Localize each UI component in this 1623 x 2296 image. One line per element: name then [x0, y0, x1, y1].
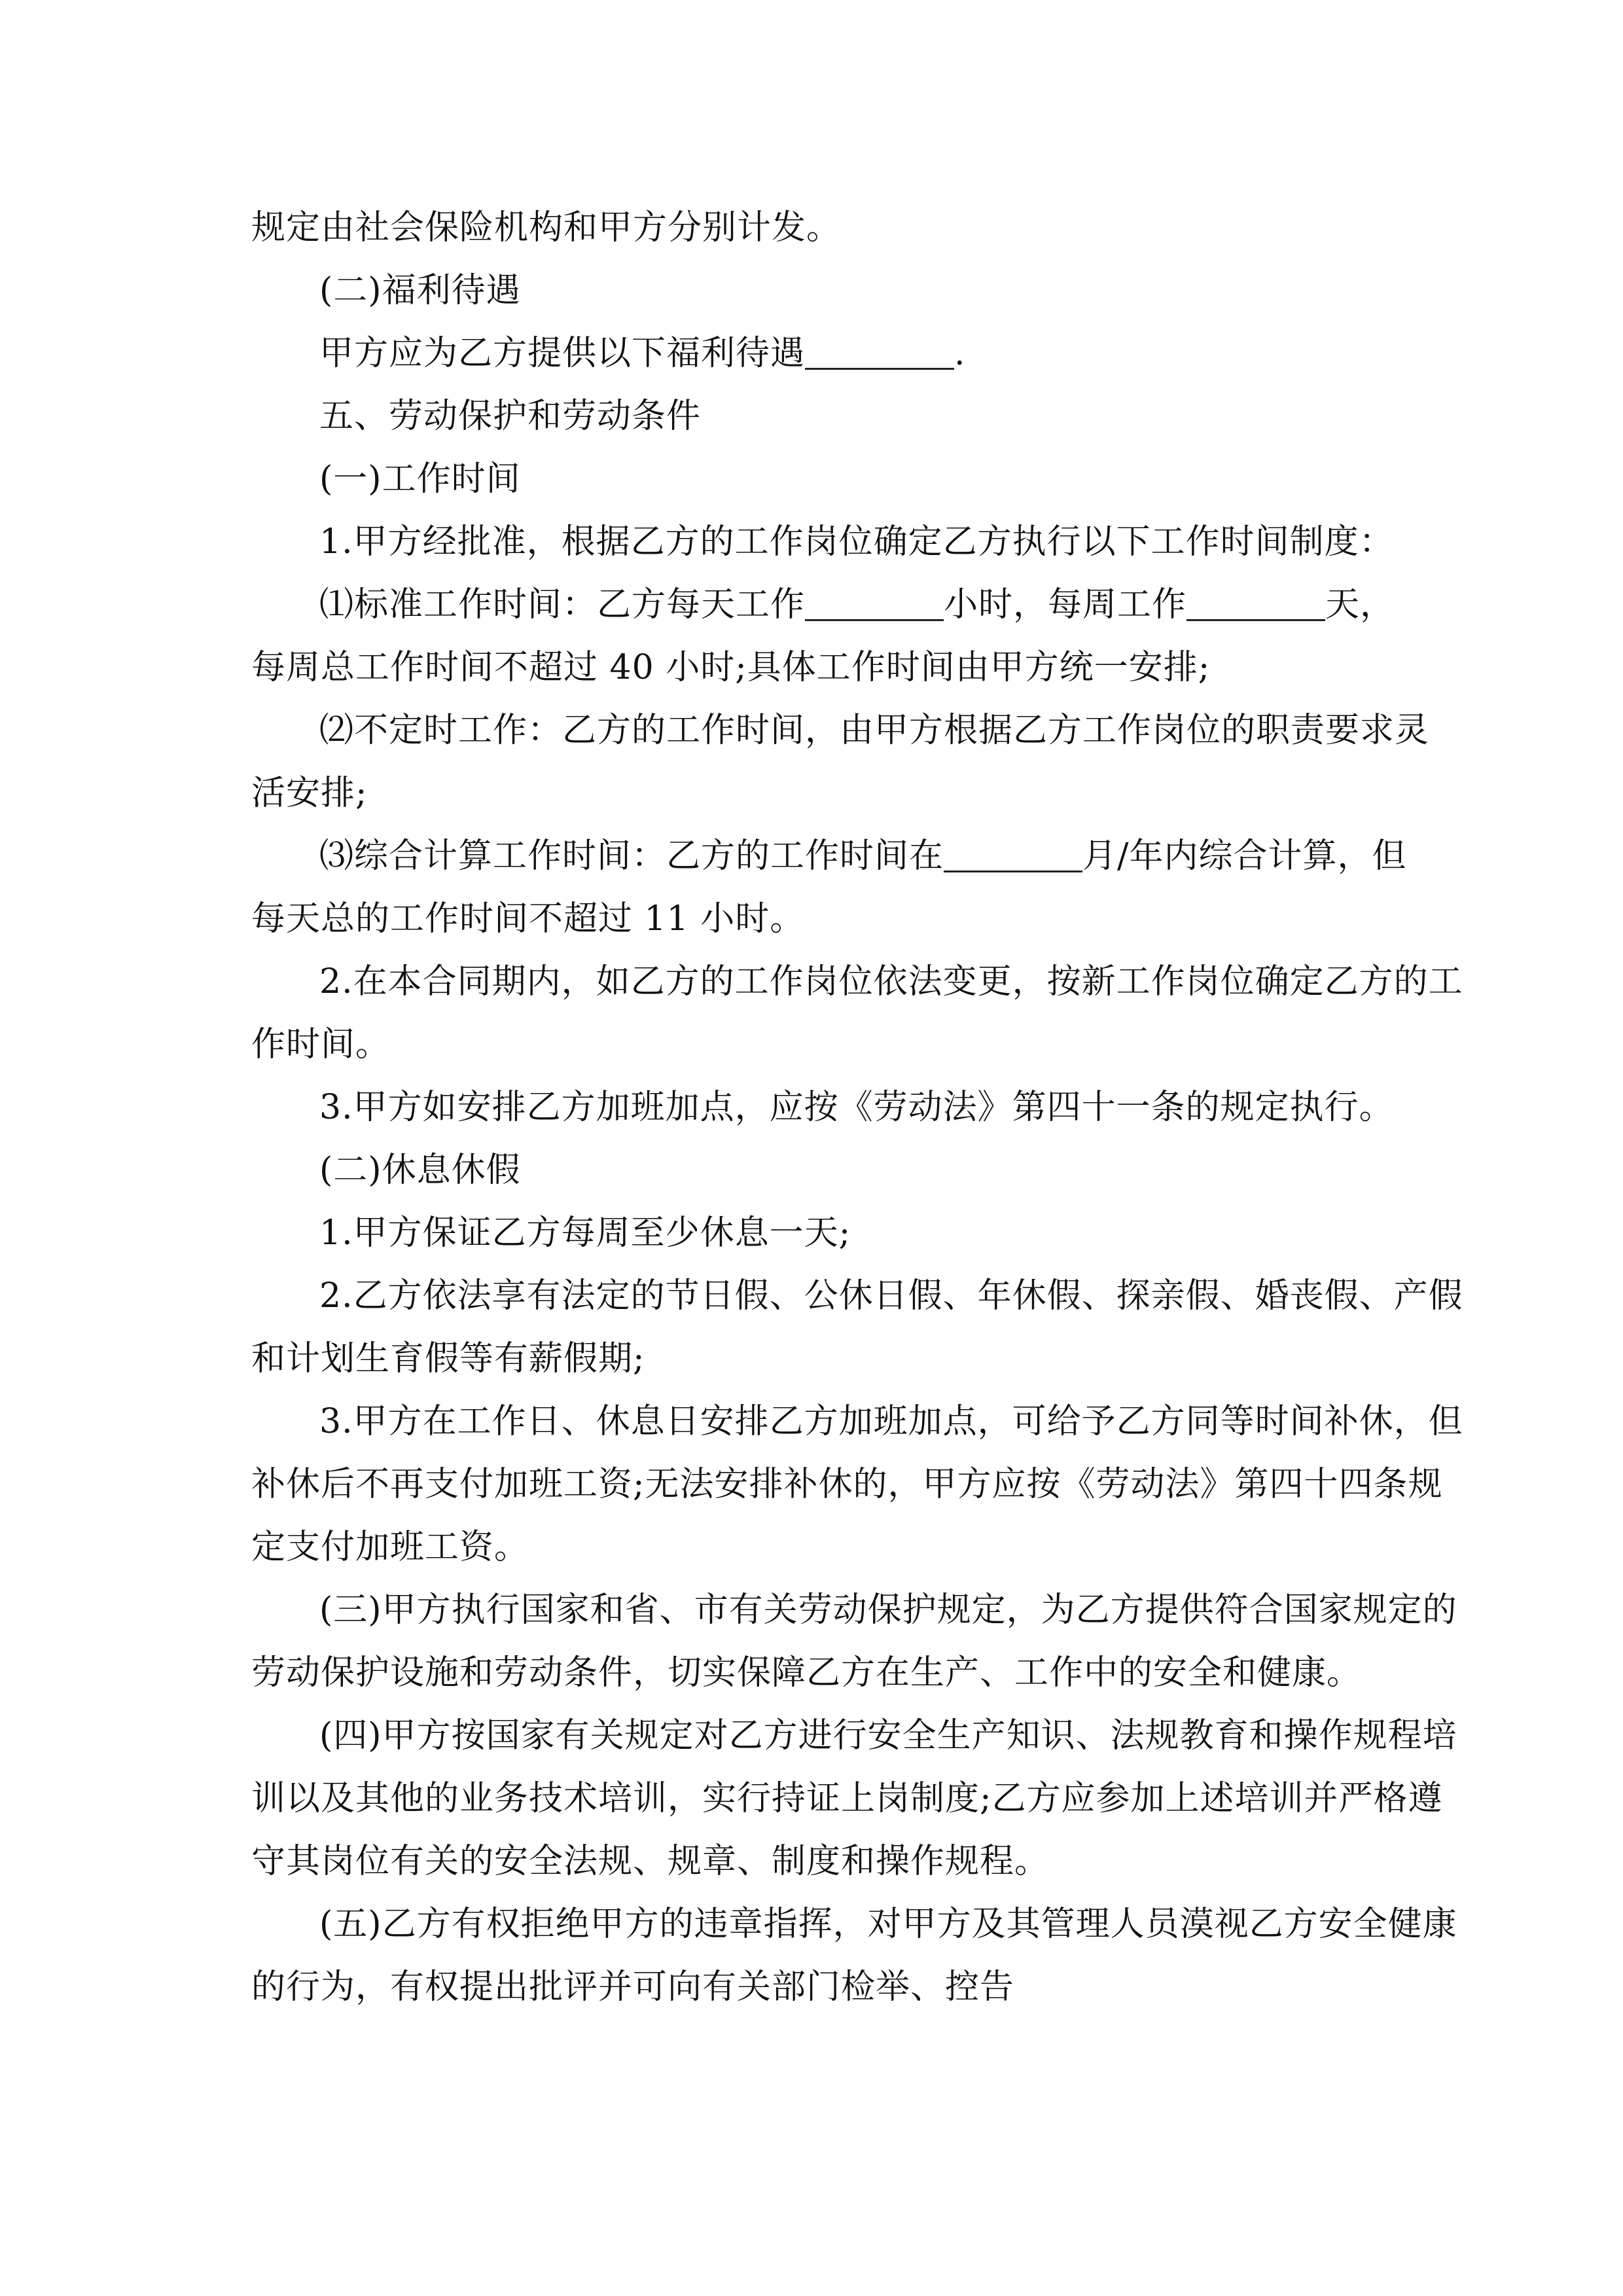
paragraph-line: ⑵不定时工作：乙方的工作时间，由甲方根据乙方工作岗位的职责要求灵	[319, 711, 1430, 750]
paragraph-line: 3.甲方在工作日、休息日安排乙方加班加点，可给予乙方同等时间补休，但	[319, 1402, 1463, 1441]
fill-in-blank[interactable]	[805, 334, 954, 370]
paragraph-line: 1.甲方保证乙方每周至少休息一天;	[319, 1213, 851, 1253]
fill-in-blank[interactable]	[1186, 585, 1325, 621]
document-body	[251, 196, 1463, 2018]
fill-in-blank[interactable]	[944, 836, 1082, 872]
paragraph-line: 2.在本合同期内，如乙方的工作岗位依法变更，按新工作岗位确定乙方的工	[319, 962, 1463, 1001]
section-heading: (二)休息休假	[319, 1151, 521, 1190]
fill-in-blank[interactable]	[805, 585, 944, 621]
paragraph-line: (三)甲方执行国家和省、市有关劳动保护规定，为乙方提供符合国家规定的	[319, 1590, 1457, 1630]
paragraph-line: 甲方应为乙方提供以下福利待遇 .	[319, 334, 966, 373]
paragraph-line: 劳动保护设施和劳动条件，切实保障乙方在生产、工作中的安全和健康。	[251, 1653, 1362, 1693]
chapter-heading: 五、劳动保护和劳动条件	[319, 397, 702, 436]
paragraph-line: 活安排;	[251, 774, 368, 813]
paragraph-line: 的行为，有权提出批评并可向有关部门检举、控告	[251, 1967, 1015, 2007]
paragraph-line: (五)乙方有权拒绝甲方的违章指挥，对甲方及其管理人员漠视乙方安全健康	[319, 1905, 1457, 1944]
paragraph-line: (四)甲方按国家有关规定对乙方进行安全生产知识、法规教育和操作规程培	[319, 1716, 1457, 1755]
paragraph-line: 训以及其他的业务技术培训，实行持证上岗制度;乙方应参加上述培训并严格遵	[251, 1779, 1443, 1818]
paragraph-line: 1.甲方经批准，根据乙方的工作岗位确定乙方执行以下工作时间制度：	[319, 522, 1394, 562]
paragraph-line: 和计划生育假等有薪假期;	[251, 1339, 645, 1378]
paragraph-line: 规定由社会保险机构和甲方分别计发。	[251, 208, 842, 247]
section-heading: (二)福利待遇	[319, 271, 521, 310]
paragraph-line: ⑴标准工作时间：乙方每天工作 小时，每周工作 天，	[319, 585, 1395, 624]
paragraph-line: 每天总的工作时间不超过 11 小时。	[251, 899, 805, 939]
paragraph-line: 3.甲方如安排乙方加班加点，应按《劳动法》第四十一条的规定执行。	[319, 1088, 1394, 1127]
section-heading: (一)工作时间	[319, 459, 521, 499]
paragraph-line: 定支付加班工资。	[251, 1528, 529, 1567]
paragraph-line: 守其岗位有关的安全法规、规章、制度和操作规程。	[251, 1842, 1050, 1881]
paragraph-line: 补休后不再支付加班工资;无法安排补休的，甲方应按《劳动法》第四十四条规	[251, 1465, 1443, 1504]
paragraph-line: 每周总工作时间不超过 40 小时;具体工作时间由甲方统一安排;	[251, 648, 1211, 687]
paragraph-line: ⑶综合计算工作时间：乙方的工作时间在 月/年内综合计算，但	[319, 836, 1407, 876]
paragraph-line: 作时间。	[251, 1025, 391, 1064]
paragraph-line: 2.乙方依法享有法定的节日假、公休日假、年休假、探亲假、婚丧假、产假	[319, 1276, 1463, 1316]
